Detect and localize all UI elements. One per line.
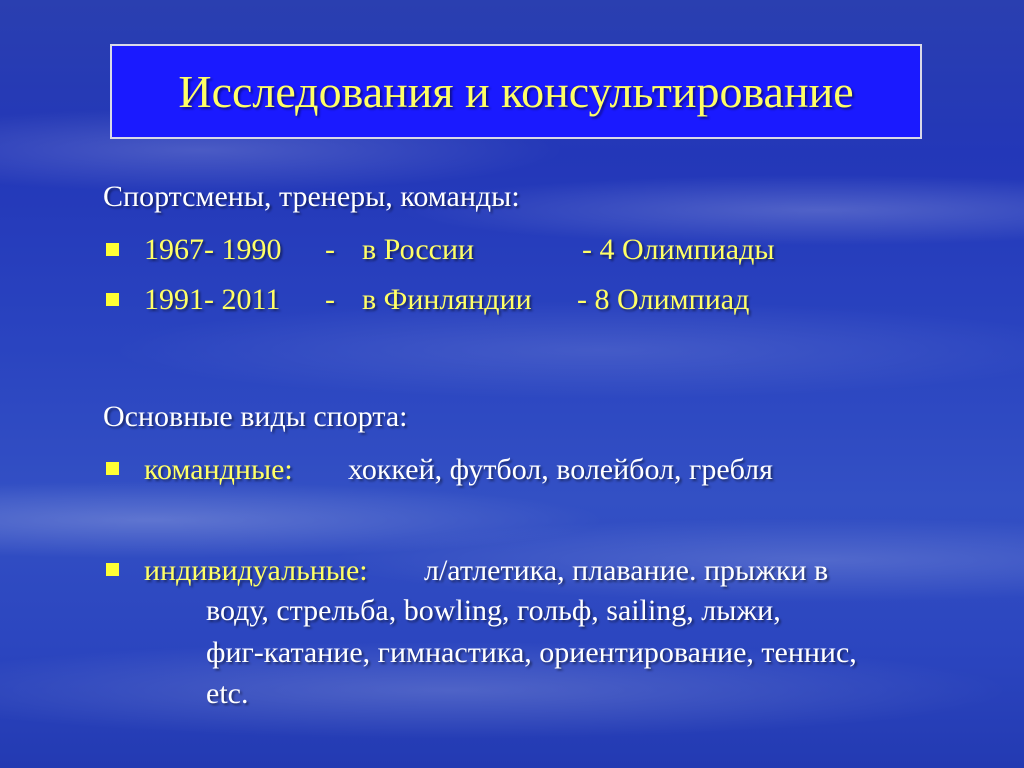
- years-label: 1991- 2011: [144, 283, 281, 316]
- place-label: в России: [362, 233, 475, 266]
- individual-sports-line-4: etc.: [206, 677, 249, 710]
- individual-sports-line-1: л/атлетика, плавание. прыжки в: [424, 554, 829, 587]
- place-label: в Финляндии: [362, 283, 532, 316]
- square-bullet-icon: [106, 293, 119, 306]
- individual-sports-line-2: воду, стрельба, bowling, гольф, sailing, лыжи,: [206, 594, 781, 627]
- section2-heading: Основные виды спорта:: [103, 400, 408, 433]
- square-bullet-icon: [106, 243, 119, 256]
- slide-title: Исследования и консультирование: [178, 66, 854, 117]
- list-item-individual-sports: [144, 554, 944, 590]
- dash-separator: -: [325, 283, 335, 316]
- olympics-count: - 4 Олимпиады: [582, 233, 775, 266]
- team-sports-label: командные:: [144, 453, 293, 486]
- years-label: 1967- 1990: [144, 233, 282, 266]
- list-item-finland: [144, 283, 864, 319]
- olympics-count: - 8 Олимпиад: [577, 283, 750, 316]
- individual-sports-line-3: фиг-катание, гимнастика, ориентирование, теннис,: [206, 636, 857, 669]
- dash-separator: -: [325, 233, 335, 266]
- team-sports-list: хоккей, футбол, волейбол, гребля: [348, 453, 773, 486]
- list-item-team-sports: [144, 453, 904, 489]
- section1-heading: Спортсмены, тренеры, команды:: [103, 180, 520, 213]
- individual-sports-label: индивидуальные:: [144, 554, 368, 587]
- list-item-russia: [144, 233, 864, 269]
- title-box: [110, 44, 922, 139]
- square-bullet-icon: [106, 563, 119, 576]
- square-bullet-icon: [106, 462, 119, 475]
